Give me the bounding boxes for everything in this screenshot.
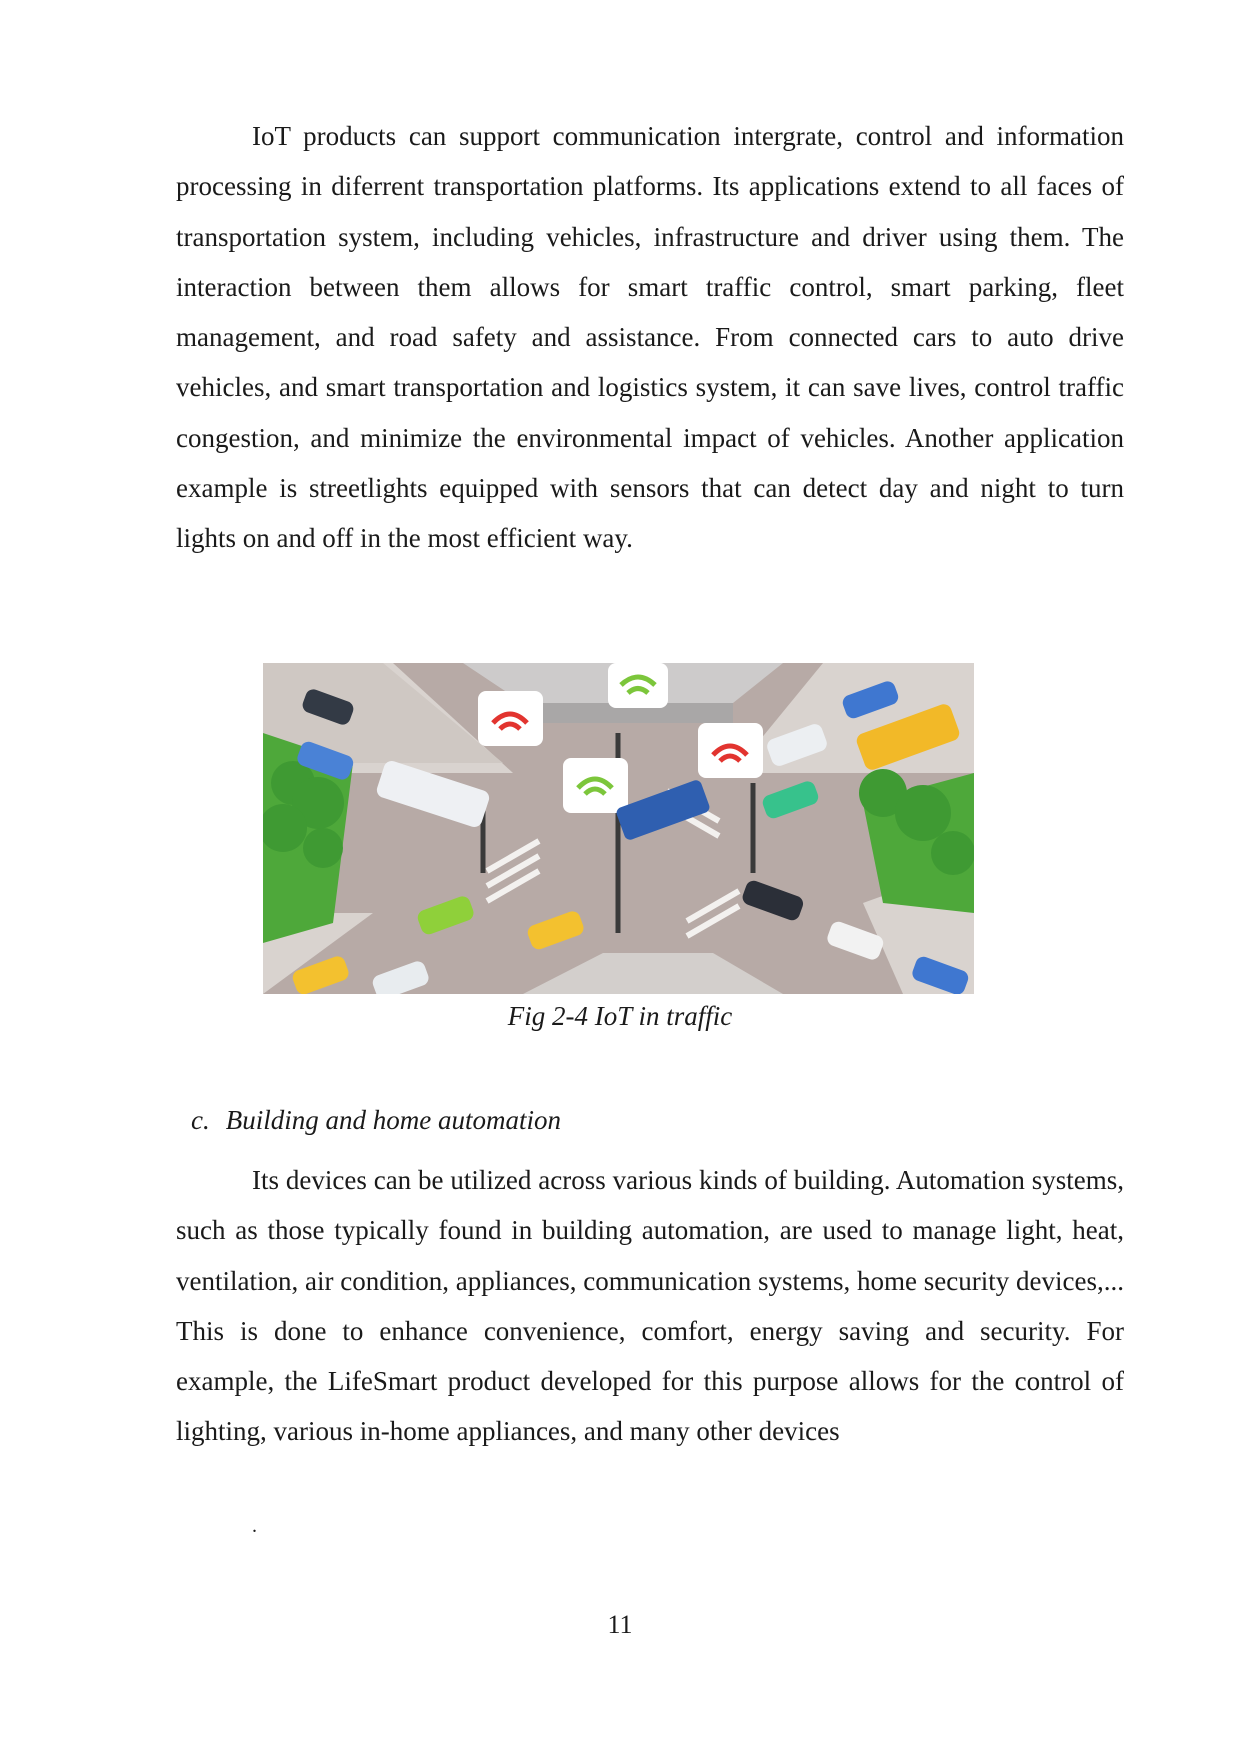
body-paragraph-1: IoT products can support communication intergrate, control and information processing in diferrent transportation platforms. Its applications extend to all faces of transportation system, including vehicles, infrastructure and driver using them. The interaction between them allows for smart traffic control, smart parking, fleet management, and road safety and assistance. From connected cars to auto drive vehicles, and smart transportation and logistics system, it can save lives, control traffic congestion, and minimize the environmental impact of vehicles. Another application example is streetlights equipped with sensors that can detect day and night to turn lights on and off in the most efficient way.	[176, 121, 1124, 554]
page-number: 11	[607, 1610, 633, 1639]
section-heading	[191, 1105, 561, 1136]
section-marker: c.	[191, 1105, 210, 1135]
section-title: Building and home automation	[225, 1105, 561, 1135]
iot-traffic-illustration	[263, 663, 974, 994]
body-paragraph-2: Its devices can be utilized across various kinds of building. Automation systems, such as those typically found in building automation, are used to manage light, heat, ventilation, air condition, appliances, communication systems, home security devices,... This is done to enhance convenience, comfort, energy saving and security. For example, the LifeSmart product developed for this purpose allows for the control of lighting, various in-home appliances, and many other devices	[176, 1165, 1124, 1447]
figure-caption: Fig 2-4 IoT in traffic	[507, 1001, 733, 1031]
trailing-dot: .	[252, 1515, 257, 1537]
